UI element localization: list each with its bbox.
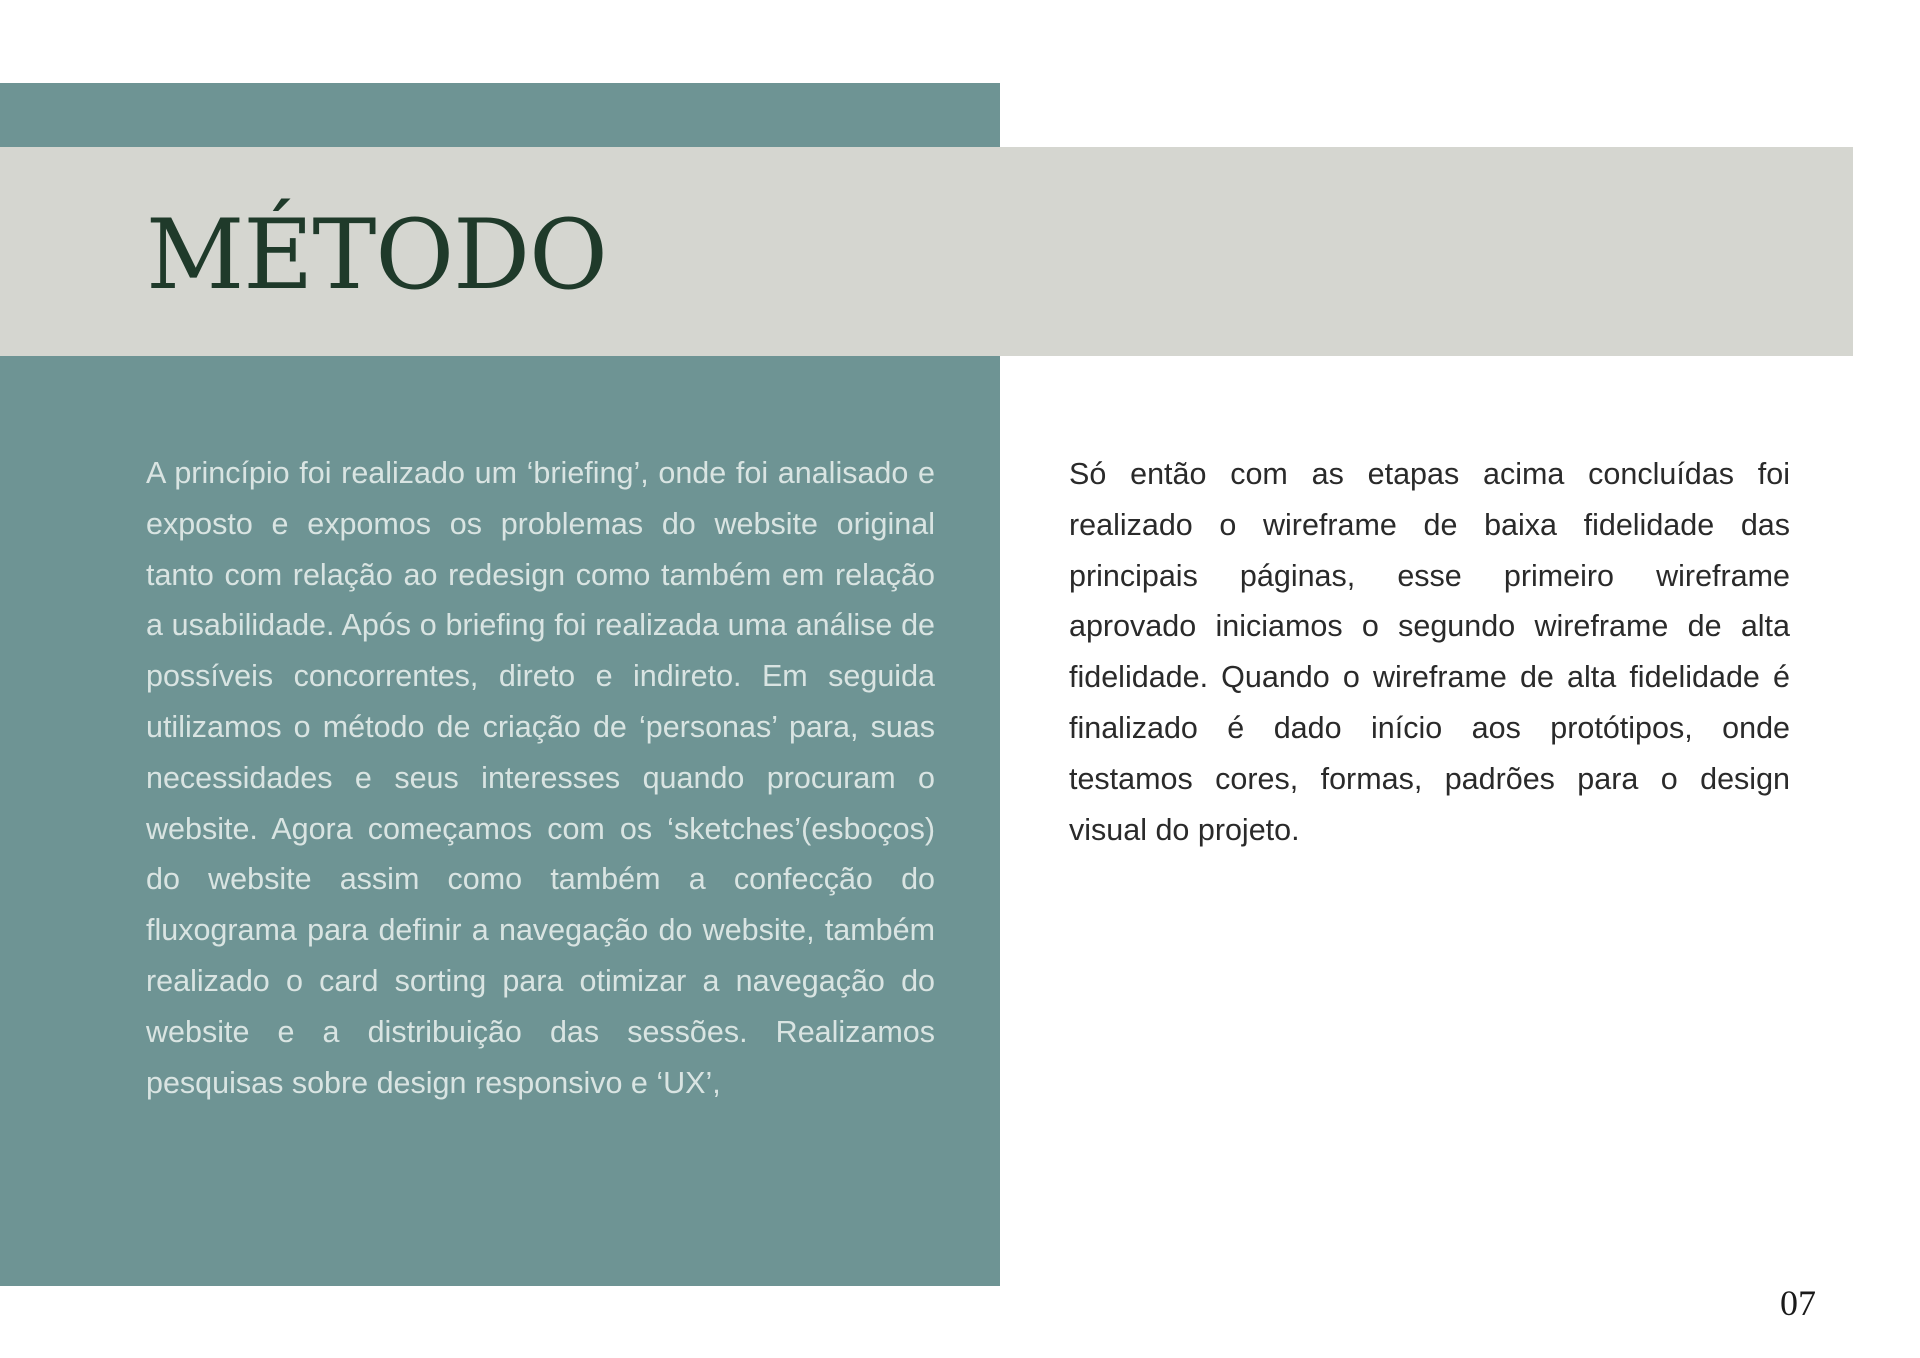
- page-title: MÉTODO: [146, 199, 607, 311]
- left-column-paragraph: A princípio foi realizado um ‘briefing’, onde foi analisado e exposto e expomos os problemas do website original tanto com relação ao redesign como também em relação a usabilidade. Após o briefing foi realizada uma análise de possíveis concorrentes, direto e indireto. Em seguida utilizamos o método de criação de ‘personas’ para, suas necessidades e seus interesses quando procuram o website. Agora começamos com os ‘sketches’(esboços) do website assim como também a confecção do fluxograma para definir a navegação do website, também realizado o card sorting para otimizar a navegação do website e a distribuição das sessões. Realizamos pesquisas sobre design responsivo e ‘UX’,: [146, 456, 935, 1100]
- right-column-paragraph: Só então com as etapas acima concluídas foi realizado o wireframe de baixa fidelidade das principais páginas, esse primeiro wireframe aprovado iniciamos o segundo wireframe de alta fidelidade. Quando o wireframe de alta fidelidade é finalizado é dado início aos protótipos, onde testamos cores, formas, padrões para o design visual do projeto.: [1069, 457, 1790, 847]
- page-number: 07: [1780, 1283, 1816, 1323]
